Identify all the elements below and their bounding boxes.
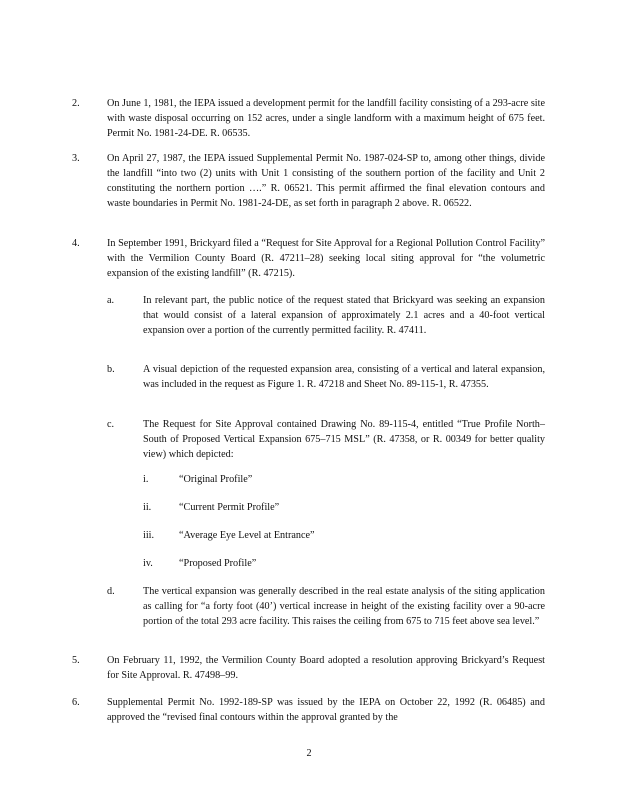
subparagraph-text: In relevant part, the public notice of the request stated that Brickyard was seeking an expansion that would consist of a lateral expansion of approximately 2.1 acres and a 40-foot vertical expansion over a portion of the currently permitted facility. R. 47411. — [143, 295, 545, 336]
roman-item-text: “Original Profile” — [179, 474, 253, 485]
subparagraph-label: b. — [107, 364, 115, 375]
subparagraph-text: A visual depiction of the requested expansion area, consisting of a vertical and lateral expansion, was included in the request as Figure 1. R. 47218 and Sheet No. 89-115-1, R. 47355. — [143, 364, 545, 390]
roman-item-label: i. — [143, 474, 149, 485]
paragraph-text: On April 27, 1987, the IEPA issued Supplemental Permit No. 1987-024-SP to, among other things, divide the landfill “into two (2) units with Unit 1 consisting of the southern portion of the facility and Unit 2 constituting the northern portion ….” R. 06521. This permit affirmed the final elevation contours and waste boundaries in Permit No. 1981-24-DE, as set forth in paragraph 2 above. R. 06522. — [107, 153, 545, 209]
subparagraph-label: a. — [107, 295, 115, 306]
roman-item-label: iv. — [143, 558, 153, 569]
paragraph-number: 6. — [72, 697, 80, 708]
subparagraph-text: The vertical expansion was generally described in the real estate analysis of the siting application as calling for “a forty foot (40’) vertical increase in height of the existing facility over a 90-acre portion of the total 293 acre facility. This raises the ceiling from 675 to 715 feet above sea level.” — [143, 586, 545, 627]
roman-item-label: iii. — [143, 530, 155, 541]
paragraph-text: On February 11, 1992, the Vermilion County Board adopted a resolution approving Brickyard’s Request for Site Approval. R. 47498–99. — [107, 655, 545, 681]
paragraph-number: 2. — [72, 98, 80, 109]
paragraph-text: Supplemental Permit No. 1992-189-SP was issued by the IEPA on October 22, 1992 (R. 06485) and approved the “revised final contours within the approval granted by the — [107, 697, 545, 723]
roman-item-text: “Proposed Profile” — [179, 558, 257, 569]
roman-item-text: “Average Eye Level at Entrance” — [179, 530, 315, 541]
paragraph-number: 3. — [72, 153, 80, 164]
subparagraph-text: The Request for Site Approval contained Drawing No. 89-115-4, entitled “True Profile North–South of Proposed Vertical Expansion 675–715 MSL” (R. 47358, or R. 00349 for better quality view) which depicted: — [143, 419, 545, 460]
roman-item-text: “Current Permit Profile” — [179, 502, 280, 513]
paragraph-text: In September 1991, Brickyard filed a “Request for Site Approval for a Regional Pollution Control Facility” with the Vermilion County Board (R. 47211–28) seeking local siting approval for “the volumetric expansion of the existing landfill” (R. 47215). — [107, 238, 545, 279]
subparagraph-label: d. — [107, 586, 115, 597]
paragraph-number: 5. — [72, 655, 80, 666]
page-number: 2 — [306, 748, 312, 759]
paragraph-number: 4. — [72, 238, 80, 249]
paragraph-text: On June 1, 1981, the IEPA issued a development permit for the landfill facility consisting of a 293-acre site with waste disposal occurring on 152 acres, under a single landform with a maximum height of 675 feet. Permit No. 1981-24-DE. R. 06535. — [107, 98, 545, 139]
roman-item-label: ii. — [143, 502, 152, 513]
subparagraph-label: c. — [107, 419, 115, 430]
